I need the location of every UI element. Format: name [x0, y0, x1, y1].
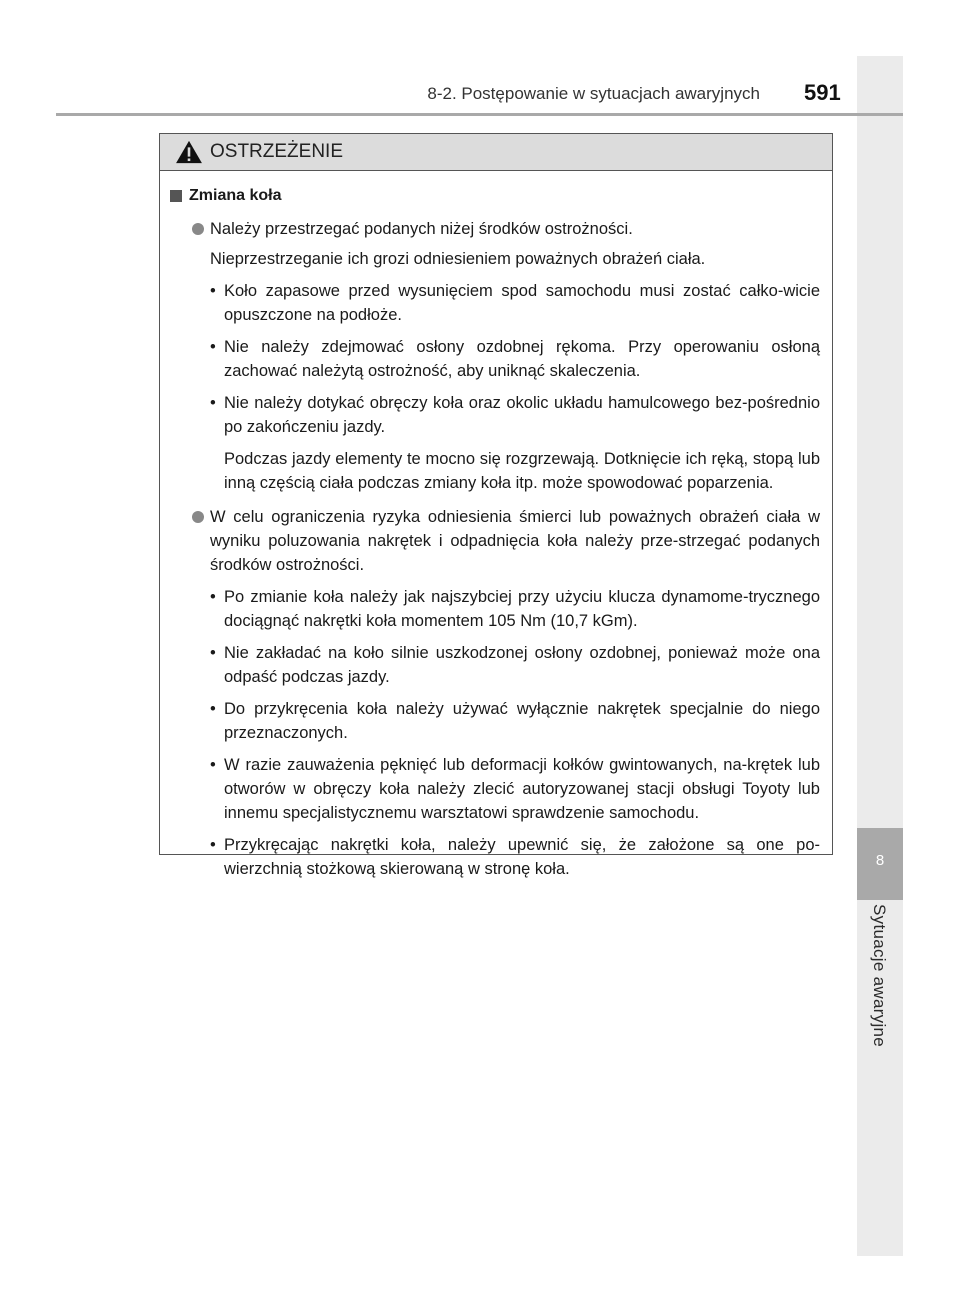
item-intro: Nieprzestrzeganie ich grozi odniesieniem poważnych obrażeń ciała.: [210, 250, 706, 268]
page-number: 591: [804, 80, 841, 105]
bullet-item: • Nie należy zdejmować osłony ozdobnej rękoma. Przy operowaniu osłoną zachować należytą ostrożność, aby uniknąć skaleczenia.: [210, 335, 820, 383]
item-lead: W celu ograniczenia ryzyka odniesienia śmierci lub poważnych obrażeń ciała w wyniku poluzowania nakrętek i odpadnięcia koła należy prze-strzegać podanych środków ostrożności.: [210, 508, 820, 574]
bullet-item: • Nie należy dotykać obręczy koła oraz okolic układu hamulcowego bez-pośrednio po zakończeniu jazdy.: [210, 391, 820, 439]
section-header: 8-2. Postępowanie w sytuacjach awaryjnych: [427, 84, 760, 103]
chapter-side-tab: [857, 56, 903, 1256]
bullet-note: Podczas jazdy elementy te mocno się rozgrzewają. Dotknięcie ich ręką, stopą lub inną częścią ciała podczas zmiany koła itp. może spowodować poparzenia.: [224, 450, 820, 492]
bullet-item: • Nie zakładać na koło silnie uszkodzonej osłony ozdobnej, ponieważ może ona odpaść podczas jazdy.: [210, 641, 820, 689]
circle-bullet-icon: [192, 223, 204, 235]
warning-triangle-icon: [174, 140, 204, 164]
warning-body: [160, 171, 832, 881]
warning-header: [160, 134, 832, 171]
section-title-text: Zmiana koła: [189, 187, 282, 204]
bullet-item: • Do przykręcenia koła należy używać wyłącznie nakrętek specjalnie do niego przeznaczonych.: [210, 697, 820, 745]
square-bullet-icon: [170, 190, 182, 202]
bullet-list: [210, 585, 820, 881]
warning-item-1: [170, 217, 820, 495]
header-rule: [56, 113, 903, 116]
bullet-item: • W razie zauważenia pęknięć lub deformacji kołków gwintowanych, na-krętek lub otworów w obręczy koła należy zlecić autoryzowanej stacji obsługi Toyoty lub innemu specjalistycznemu warsztatowi sprawdzenie samochodu.: [210, 753, 820, 825]
warning-box: [159, 133, 833, 878]
chapter-label: Sytuacje awaryjne: [870, 904, 889, 1048]
bullet-item: • Po zmianie koła należy jak najszybciej przy użyciu klucza dynamome-trycznego dociągnąć nakrętki koła momentem 105 Nm (10,7 kGm).: [210, 585, 820, 633]
circle-bullet-icon: [192, 511, 204, 523]
bullet-item: • Koło zapasowe przed wysunięciem spod samochodu musi zostać całko-wicie opuszczone na podłoże.: [210, 279, 820, 327]
warning-item-2: [170, 505, 820, 881]
item-lead: Należy przestrzegać podanych niżej środków ostrożności.: [210, 220, 633, 238]
chapter-number-block: [857, 828, 903, 900]
chapter-number: 8: [875, 852, 885, 869]
section-title: [170, 187, 820, 205]
bullet-list: [210, 279, 820, 495]
warning-title: OSTRZEŻENIE: [210, 141, 344, 162]
bullet-item: • Przykręcając nakrętki koła, należy upewnić się, że założone są one po-wierzchnią stożkową skierowaną w stronę koła.: [210, 833, 820, 881]
